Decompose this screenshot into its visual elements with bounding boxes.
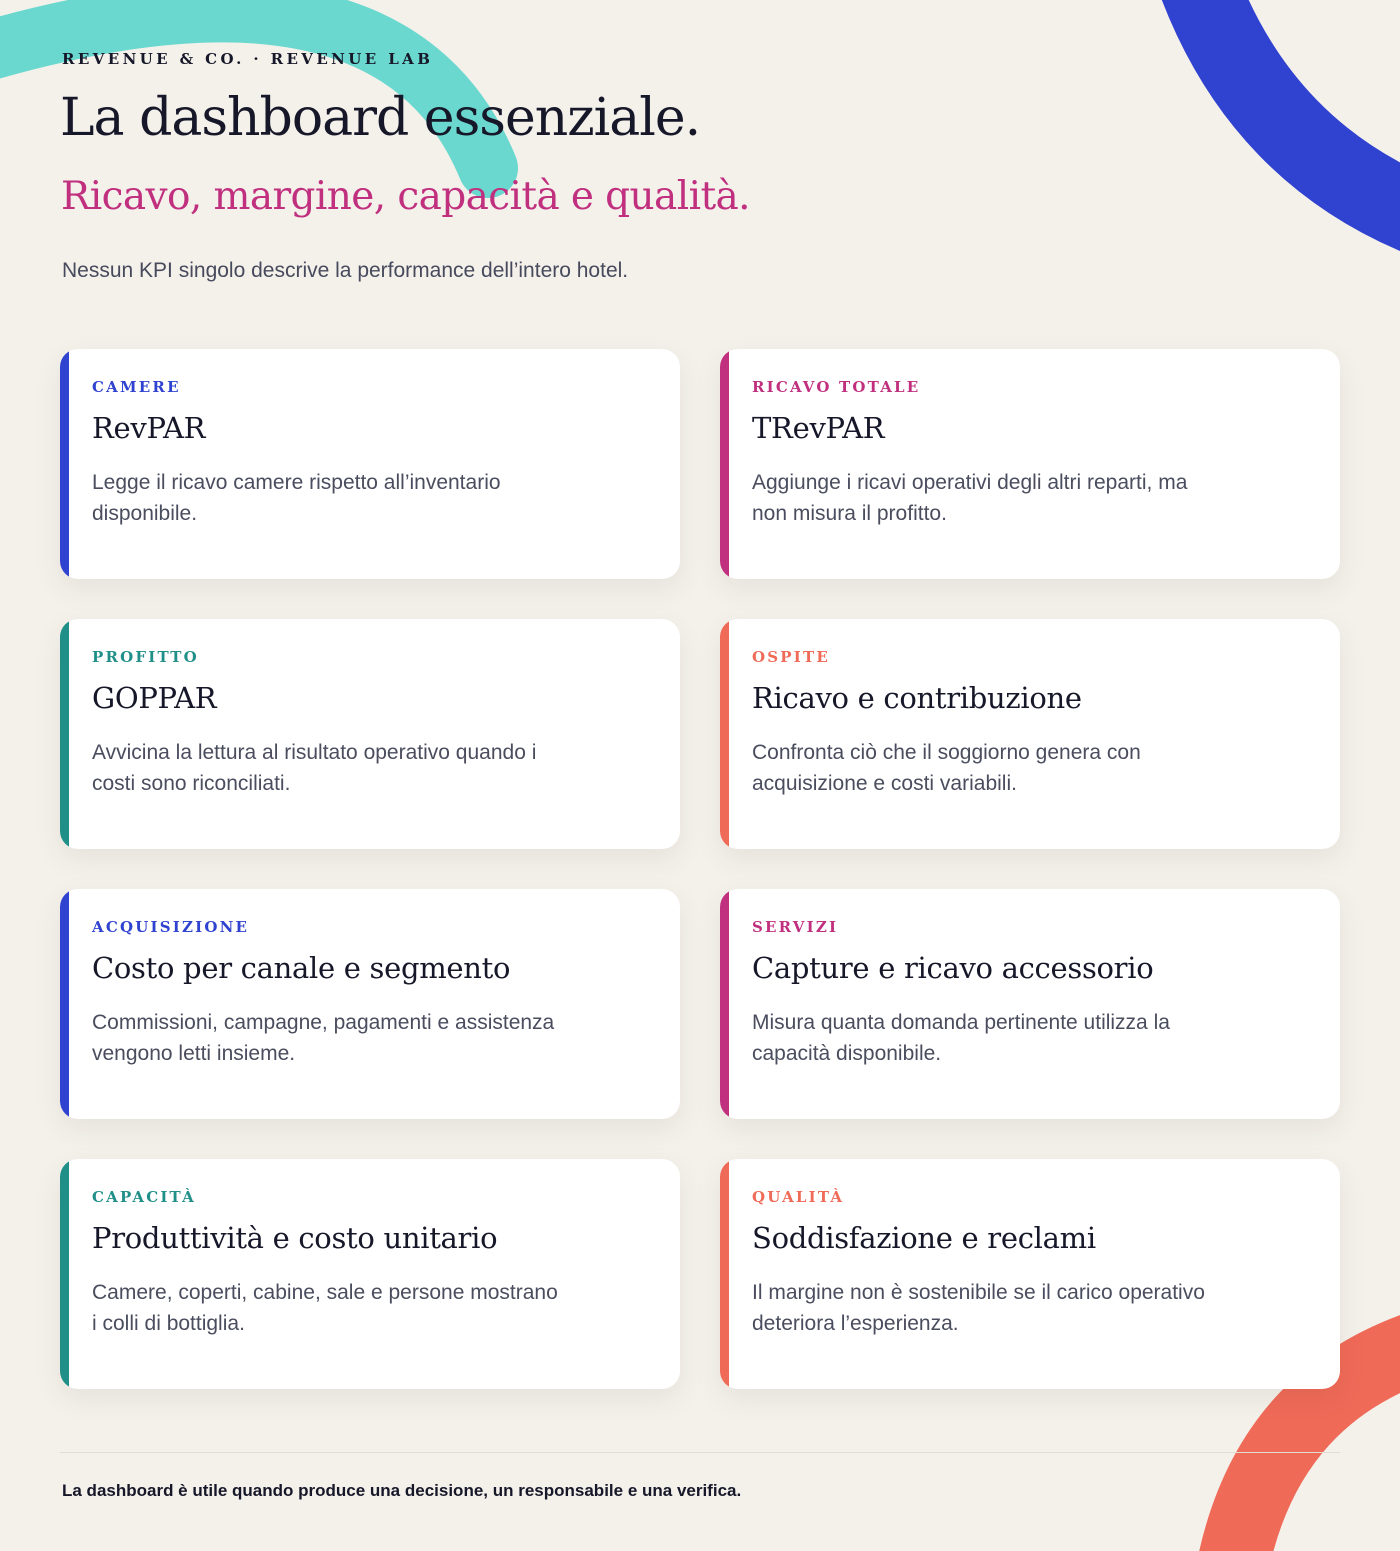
card-category: QUALITÀ — [752, 1188, 845, 1206]
card-description: Camere, coperti, cabine, sale e persone mostrano i colli di bottiglia. — [92, 1281, 558, 1335]
kpi-card-ospite — [720, 619, 1340, 849]
intro-text: Nessun KPI singolo descrive la performance dell’intero hotel. — [62, 259, 629, 282]
card-accent-bar — [60, 619, 69, 849]
card-category: CAMERE — [92, 378, 181, 396]
card-accent-bar — [720, 1159, 729, 1389]
card-description: Misura quanta domanda pertinente utilizza la capacità disponibile. — [752, 1011, 1170, 1065]
card-category: SERVIZI — [752, 918, 839, 936]
card-title: Costo per canale e segmento — [92, 951, 511, 985]
kpi-card-capacita — [60, 1159, 680, 1389]
card-description: Avvicina la lettura al risultato operativo quando i costi sono riconciliati. — [92, 741, 537, 795]
card-description: Aggiunge i ricavi operativi degli altri reparti, ma non misura il profitto. — [752, 471, 1188, 525]
brand-eyebrow: REVENUE & CO. · REVENUE LAB — [62, 50, 434, 68]
kpi-card-acquisizione — [60, 889, 680, 1119]
card-accent-bar — [720, 619, 729, 849]
footer-note: La dashboard è utile quando produce una decisione, un responsabile e una verifica. — [62, 1481, 742, 1500]
card-category: PROFITTO — [92, 648, 199, 666]
card-title: Capture e ricavo accessorio — [752, 951, 1154, 985]
card-description: Legge il ricavo camere rispetto all’inventario disponibile. — [92, 471, 501, 525]
card-title: Produttività e costo unitario — [92, 1221, 498, 1255]
card-accent-bar — [60, 1159, 69, 1389]
footer-divider — [60, 1452, 1340, 1453]
kpi-card-revpar — [60, 349, 680, 579]
kpi-card-servizi — [720, 889, 1340, 1119]
page-title: La dashboard essenziale. — [60, 88, 701, 148]
card-description: Confronta ciò che il soggiorno genera con acquisizione e costi variabili. — [752, 741, 1141, 795]
kpi-card-trevpar — [720, 349, 1340, 579]
card-title: TRevPAR — [752, 411, 885, 445]
card-title: RevPAR — [92, 411, 206, 445]
card-accent-bar — [60, 349, 69, 579]
card-accent-bar — [60, 889, 69, 1119]
card-title: Soddisfazione e reclami — [752, 1221, 1096, 1255]
card-accent-bar — [720, 349, 729, 579]
card-category: OSPITE — [752, 648, 830, 666]
card-accent-bar — [720, 889, 729, 1119]
card-description: Il margine non è sostenibile se il carico operativo deteriora l’esperienza. — [752, 1281, 1205, 1335]
card-category: RICAVO TOTALE — [752, 378, 921, 396]
card-category: CAPACITÀ — [92, 1188, 196, 1206]
card-category: ACQUISIZIONE — [92, 918, 250, 936]
card-title: Ricavo e contribuzione — [752, 681, 1082, 715]
kpi-card-qualita — [720, 1159, 1340, 1389]
card-title: GOPPAR — [92, 681, 217, 715]
page-subtitle: Ricavo, margine, capacità e qualità. — [61, 174, 750, 219]
kpi-card-goppar — [60, 619, 680, 849]
card-description: Commissioni, campagne, pagamenti e assistenza vengono letti insieme. — [92, 1011, 555, 1065]
